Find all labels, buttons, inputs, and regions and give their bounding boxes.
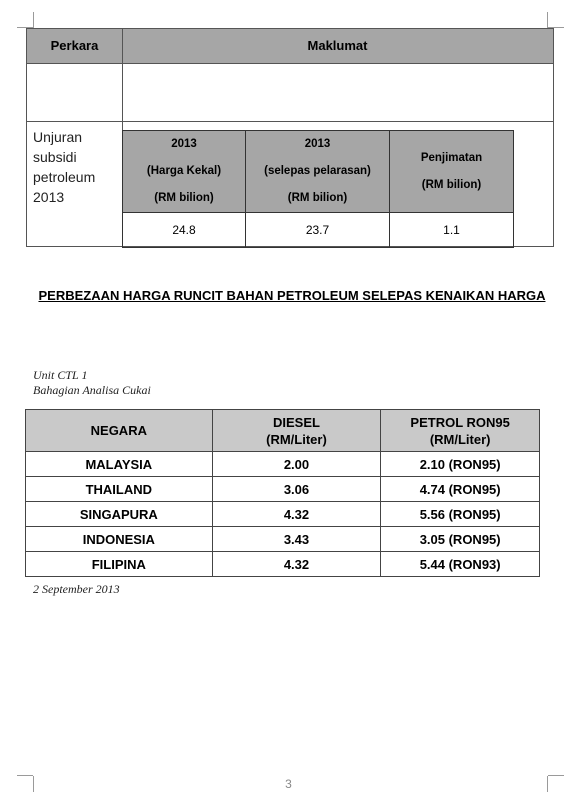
subsidy-table-row-divider — [27, 121, 553, 122]
crop-mark-top-left-v — [33, 12, 34, 28]
price-table — [25, 409, 540, 577]
inner-header-text: (RM bilion) — [154, 192, 214, 204]
inner-value-savings: 1.1 — [389, 212, 514, 248]
header-petrol — [381, 410, 540, 452]
inner-header-text: (Harga Kekal) — [146, 165, 222, 177]
country-cell: THAILAND — [26, 477, 213, 502]
header-petrol-text: PETROL RON95 (RM/Liter) — [410, 414, 510, 447]
diesel-cell: 2.00 — [212, 452, 381, 477]
diesel-cell: 3.06 — [212, 477, 381, 502]
crop-mark-bottom-right-h — [548, 775, 564, 776]
inner-header-text: 2013 — [304, 138, 331, 150]
table-row — [26, 527, 540, 552]
country-cell: MALAYSIA — [26, 452, 213, 477]
section-title: PERBEZAAN HARGA RUNCIT BAHAN PETROLEUM SELEPAS KENAIKAN HARGA — [38, 288, 546, 303]
subsidy-inner-table — [122, 130, 514, 248]
price-table-header-row — [26, 410, 540, 452]
country-cell: SINGAPURA — [26, 502, 213, 527]
table-row — [26, 452, 540, 477]
diesel-cell: 4.32 — [212, 552, 381, 577]
petrol-cell: 5.56 (RON95) — [381, 502, 540, 527]
petrol-cell: 3.05 (RON95) — [381, 527, 540, 552]
inner-header-constant — [122, 130, 246, 213]
inner-header-text: 2013 — [171, 138, 197, 150]
header-maklumat: Maklumat — [307, 38, 368, 53]
page-number: 3 — [285, 777, 292, 791]
petrol-cell: 2.10 (RON95) — [381, 452, 540, 477]
inner-value-adjusted: 23.7 — [245, 212, 390, 248]
inner-header-text: (selepas pelarasan) — [264, 165, 371, 177]
inner-header-text: (RM bilion) — [287, 192, 348, 204]
subsidy-table — [26, 28, 554, 247]
petrol-cell: 5.44 (RON93) — [381, 552, 540, 577]
crop-mark-top-right-v — [547, 12, 548, 28]
inner-header-savings — [389, 130, 514, 213]
header-diesel-text: DIESEL (RM/Liter) — [266, 414, 327, 447]
crop-mark-bottom-left-h — [17, 775, 33, 776]
unit-note: Unit CTL 1 — [33, 368, 88, 382]
country-cell: FILIPINA — [26, 552, 213, 577]
inner-value-constant: 24.8 — [122, 212, 246, 248]
header-negara: NEGARA — [26, 410, 213, 452]
table-row — [26, 477, 540, 502]
table-row — [26, 502, 540, 527]
inner-header-text: Penjimatan — [420, 152, 483, 164]
diesel-cell: 4.32 — [212, 502, 381, 527]
division-note: Bahagian Analisa Cukai — [33, 383, 151, 397]
petrol-cell: 4.74 (RON95) — [381, 477, 540, 502]
row-label-subsidy: Unjuran subsidi petroleum 2013 — [33, 129, 96, 205]
inner-header-text: (RM bilion) — [421, 179, 482, 191]
date-note: 2 September 2013 — [33, 582, 120, 596]
table-row — [26, 552, 540, 577]
diesel-cell: 3.43 — [212, 527, 381, 552]
header-perkara: Perkara — [50, 38, 99, 53]
country-cell: INDONESIA — [26, 527, 213, 552]
inner-header-adjusted — [245, 130, 390, 213]
header-diesel — [212, 410, 381, 452]
